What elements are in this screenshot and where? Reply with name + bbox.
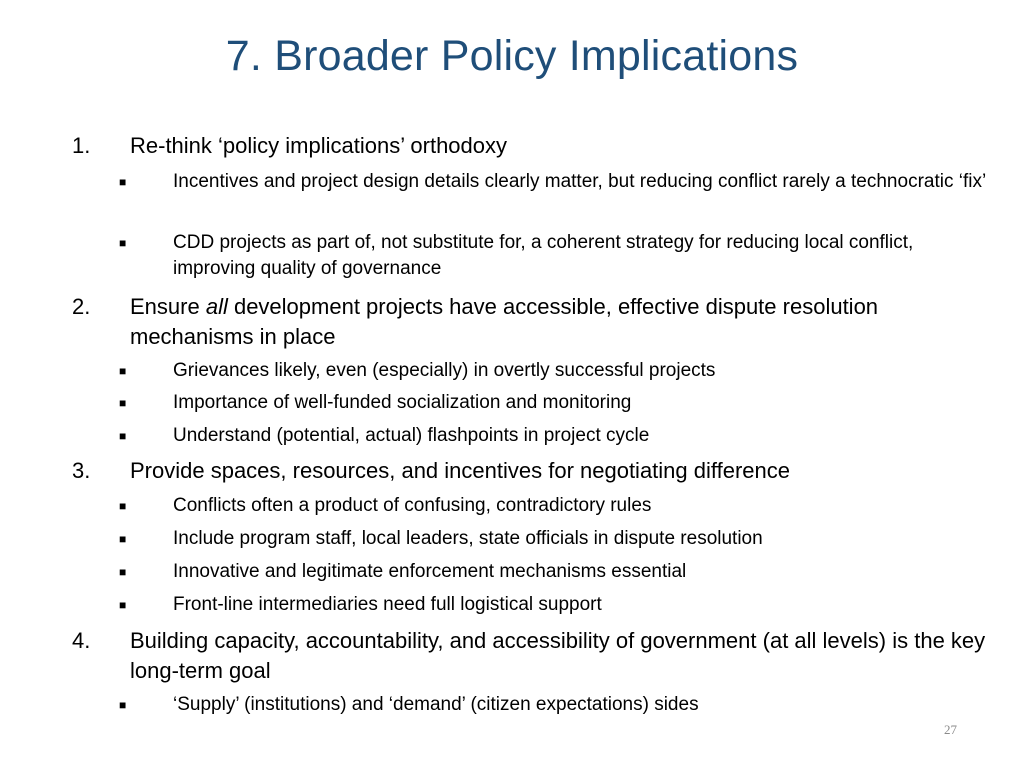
item-number: 3. — [72, 458, 91, 483]
item-number: 4. — [72, 628, 91, 653]
square-bullet-icon: ■ — [119, 698, 127, 712]
sub-item-text: Understand (potential, actual) flashpoints in project cycle — [173, 425, 650, 446]
square-bullet-icon: ■ — [119, 532, 127, 546]
item-text-emphasis: all — [205, 294, 228, 319]
item-text: Provide spaces, resources, and incentives for negotiating difference — [130, 458, 790, 483]
sub-item-text: Conflicts often a product of confusing, contradictory rules — [173, 495, 652, 516]
sub-item-text: Importance of well-funded socialization and monitoring — [173, 392, 632, 413]
sub-item-text: Incentives and project design details clearly matter, but reducing conflict rarely a technocratic ‘fix’ — [173, 171, 987, 192]
sub-item-text: Front-line intermediaries need full logistical support — [173, 594, 602, 615]
sub-item-text: Innovative and legitimate enforcement mechanisms essential — [173, 561, 687, 582]
square-bullet-icon: ■ — [119, 175, 127, 189]
item-text-after: development projects have accessible, effective dispute resolution mechanisms in place — [130, 294, 879, 349]
square-bullet-icon: ■ — [119, 429, 127, 443]
item-text — [130, 292, 990, 352]
square-bullet-icon: ■ — [119, 364, 127, 378]
square-bullet-icon: ■ — [119, 565, 127, 579]
item-text: Re-think ‘policy implications’ orthodoxy — [130, 133, 508, 158]
slide-title: 7. Broader Policy Implications — [225, 32, 799, 80]
item-number: 2. — [72, 294, 91, 319]
square-bullet-icon: ■ — [119, 598, 127, 612]
item-text-before: Ensure — [130, 294, 206, 319]
item-text: Building capacity, accountability, and accessibility of government (at all levels) is the key long-term goal — [130, 628, 986, 683]
sub-item-text: ‘Supply’ (institutions) and ‘demand’ (citizen expectations) sides — [173, 694, 699, 715]
item-number: 1. — [72, 133, 91, 158]
sub-item-text: CDD projects as part of, not substitute for, a coherent strategy for reducing local conflict, improving quality of governance — [173, 232, 914, 279]
square-bullet-icon: ■ — [119, 236, 127, 250]
sub-item-text: Grievances likely, even (especially) in overtly successful projects — [173, 360, 716, 381]
sub-item-text: Include program staff, local leaders, state officials in dispute resolution — [173, 528, 763, 549]
page-number: 27 — [944, 722, 957, 737]
square-bullet-icon: ■ — [119, 499, 127, 513]
square-bullet-icon: ■ — [119, 396, 127, 410]
